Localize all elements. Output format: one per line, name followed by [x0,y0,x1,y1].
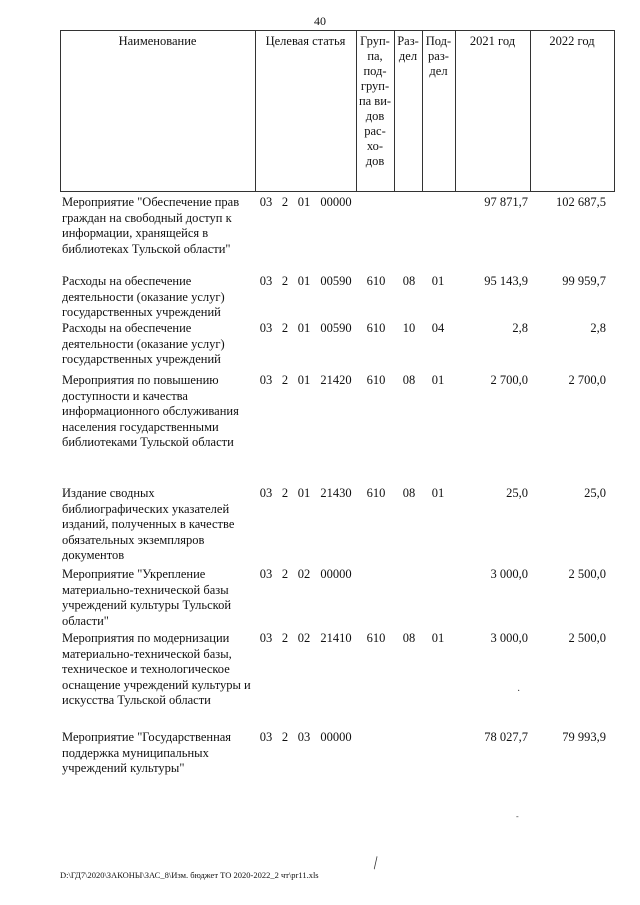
row-name: Мероприятия по модернизации материально-технической базы, техническое и технологическое оснащение учреждений культуры и искусства Тульской области [62,631,251,707]
header-group: Груп- па, под- груп- па ви- дов рас- хо- дов [358,34,392,168]
header-subsection: Под- раз- дел [425,34,452,78]
page-number: 40 [314,14,326,28]
header-target: Целевая статья [265,34,346,48]
header-2021: 2021 год [469,34,516,48]
scan-speck: · [517,686,521,697]
header-2022: 2022 год [549,34,595,48]
header-name: Наименование [118,34,197,48]
row-name: Мероприятия по повышению доступности и качества информационного обслуживания населения государственными библиотеками Тульской области [62,373,239,449]
row-name: Мероприятие "Обеспечение прав граждан на свободный доступ к информации, хранящейся в библиотеках Тульской области" [62,195,240,256]
file-path-footer: D:\ГД7\2020\ЗАКОНЫ\ЗАС_8\Изм. бюджет ТО 2020-2022_2 чт\pr11.xls [60,870,319,880]
scan-speck: - [516,812,519,821]
row-name: Расходы на обеспечение деятельности (оказание услуг) государственных учреждений [62,321,225,366]
row-name: Мероприятие "Укрепление материально-технической базы учреждений культуры Тульской области" [62,567,232,628]
header-section: Раз- дел [397,34,419,63]
row-name: Мероприятие "Государственная поддержка муниципальных учреждений культуры" [62,730,232,775]
row-name: Расходы на обеспечение деятельности (оказание услуг) государственных учреждений [62,274,225,319]
pen-stroke: ╲ [369,857,381,870]
row-name: Издание сводных библиографических указателей изданий, полученных в качестве обязательных экземпляров документов [62,486,235,562]
